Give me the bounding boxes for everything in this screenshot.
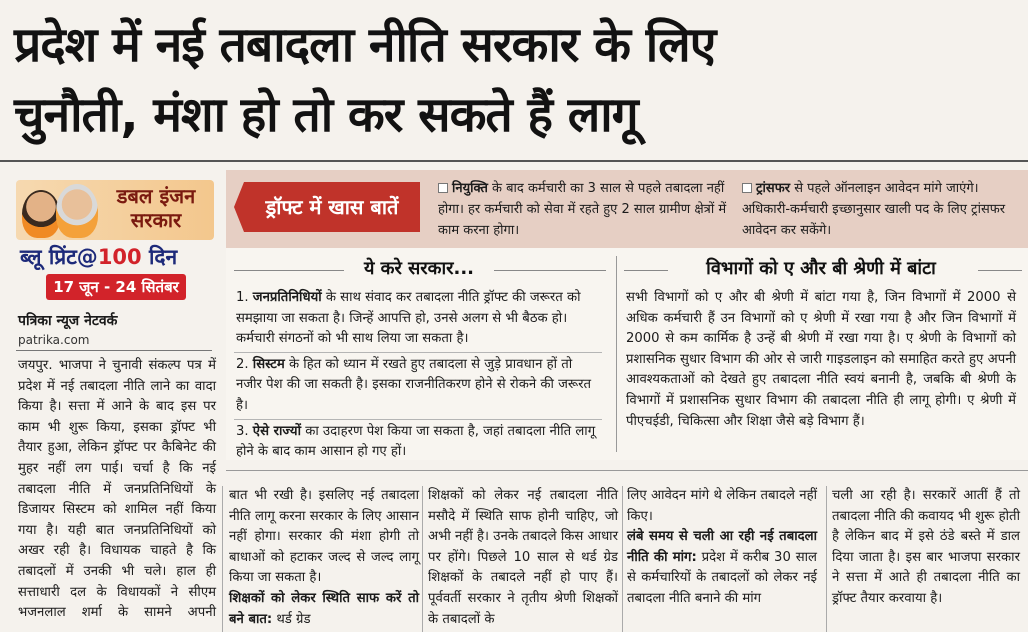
column-separator — [622, 486, 623, 632]
left-column-article — [18, 356, 216, 624]
article-column-5 — [832, 486, 1020, 610]
column-separator — [422, 486, 423, 632]
column-2-subhead: शिक्षकों को लेकर स्थिति साफ करें तो बने बात: — [229, 590, 419, 627]
badge-title — [102, 184, 210, 232]
box-header-band — [226, 170, 1028, 248]
highlight-2-text: से पहले ऑनलाइन आवेदन मांगे जाएंगे। अधिकारी-कर्मचारी इच्छानुसार खाली पद के लिए ट्रांसफर आवेदन कर सकेंगे। — [742, 181, 1006, 238]
blueprint-prefix: ब्लू प्रिंट@ — [20, 245, 98, 269]
highlight-2-bold: ट्रांसफर — [756, 181, 791, 196]
draft-highlights-box — [226, 170, 1028, 460]
byline: पत्रिका न्यूज नेटवर्क — [18, 313, 118, 329]
column-4-subhead: लंबे समय से चली आ रही नई तबादला नीति की मांग: — [627, 529, 817, 565]
box-tag: ड्रॉफ्ट में खास बातें — [244, 182, 420, 232]
double-engine-badge — [16, 180, 214, 304]
list-item — [234, 355, 602, 420]
box-divider — [616, 256, 617, 452]
square-bullet-icon — [742, 183, 752, 193]
blueprint-number: 100 — [97, 245, 142, 269]
article-column-2 — [229, 486, 419, 630]
headline-rule — [0, 160, 1028, 162]
highlight-1-bold: नियुक्ति — [452, 181, 488, 196]
item-number: 3. — [236, 423, 253, 439]
highlight-1-text: के बाद कर्मचारी का 3 साल से पहले तबादला नहीं होगा। हर कर्मचारी को सेवा में रहते हुए 2 साल ग्रामीण क्षेत्रों में काम करना होगा। — [438, 181, 727, 238]
category-paragraph: सभी विभागों को ए और बी श्रेणी में बांटा गया है, जिन विभागों में 2000 से अधिक कर्मचारी हैं उन विभागों को ए श्रेणी में रखा गया है और जिन विभागों में 2000 से कम कार्मिक है उन्हें बी श्रेणी में रखा गया है। ए श्रेणी के विभागों को प्रशासनिक सुधार विभाग की ओर से जारी गाइडलाइन को समाहित करते हुए अपनी आवश्यकताओं को देखते हुए तबादला नीति स्वयं बनानी है, जबकि बी श्रेणी के विभागों में प्रशासनिक सुधार विभाग की तबादला नीति ही लागू होगी। ए श्रेणी में पीएचईडी, चिकित्सा और शिक्षा जैसे बड़े विभाग हैं। — [626, 290, 1016, 429]
item-number: 2. — [236, 356, 253, 372]
byline-rule — [16, 350, 212, 351]
list-item — [234, 422, 602, 465]
blueprint-label — [16, 242, 214, 272]
badge-dates: 17 जून - 24 सितंबर — [46, 274, 186, 300]
item-text: का उदाहरण पेश किया जा सकता है, जहां तबादला नीति लागू होने के बाद काम आसान हो गए हों। — [236, 423, 596, 460]
left-column-text: जयपुर. भाजपा ने चुनावी संकल्प पत्र में प्रदेश में नई तबादला नीति लाने का वादा किया है। सत्ता में आने के बाद इस पर काम भी शुरू किया, इसका ड्रॉफ्ट भी तैयार हुआ, लेकिन ड्रॉफ्ट पर कैबिनेट की मुहर नहीं लग पाई। चर्चा है कि नई तबादला नीति में जनप्रतिनिधियों के डिजायर सिस्टम को शामिल नहीं किया गया है। यही बात जनप्रतिनिधियों को अखर रही है। विधायक चाहते है कि तबादलों में उनकी भी चले। हाल ही सत्ताधारी दल के विधायकों ने सीएम भजनलाल शर्मा के सामने अपनी — [18, 358, 216, 621]
item-bold: सिस्टम — [252, 356, 285, 372]
leader-portrait-1 — [22, 190, 60, 238]
highlight-point-2 — [742, 178, 1020, 241]
blueprint-suffix: दिन — [148, 245, 178, 269]
leader-portrait-2 — [56, 184, 98, 238]
article-column-3 — [428, 486, 618, 630]
badge-title-line-1: डबल इंजन — [116, 184, 196, 208]
square-bullet-icon — [438, 183, 448, 193]
item-text: के साथ संवाद कर तबादला नीति ड्रॉफ्ट की जरूरत को समझाया जा सकता है। जिन्हें आपत्ति हो, उनसे अलग से भी बैठक हो। कर्मचारी संगठनों को भी साथ लिया जा सकता है। — [236, 290, 581, 347]
article-column-4 — [627, 486, 817, 610]
badge-banner — [16, 180, 214, 240]
column-4-tail: प्रदेश में करीब 30 साल से कर्मचारियों के तबादलों को लेकर नई तबादला नीति बनाने की मांग — [627, 549, 817, 606]
source-site: patrika.com — [18, 333, 90, 347]
headline-line-1: प्रदेश में नई तबादला नीति सरकार के लिए — [14, 17, 716, 73]
box-bottom-rule — [226, 470, 1028, 471]
headline — [14, 10, 1014, 150]
column-5-text: चली आ रही है। सरकारें आतीं हैं तो तबादला नीति की कवायद भी शुरू होती है लेकिन बाद में इसे ठंडे बस्ते में डाल दिया जाता है। इस बार भाजपा सरकार ने सत्ता में आते ही तबादला नीति का ड्रॉफ्ट तैयार करवाया है। — [832, 488, 1020, 606]
column-4-text: लिए आवेदन मांगे थे लेकिन तबादले नहीं किए। — [627, 488, 817, 524]
left-subheading: ये करे सरकार... — [363, 258, 475, 279]
item-number: 1. — [236, 290, 253, 305]
column-separator — [222, 486, 223, 632]
list-item — [234, 288, 602, 353]
right-subheading: विभागों को ए और बी श्रेणी में बांटा — [706, 258, 936, 279]
leaders-photo-icon — [22, 184, 100, 238]
badge-title-line-2: सरकार — [130, 208, 182, 232]
column-separator — [826, 486, 827, 632]
item-text: के हित को ध्यान में रखते हुए तबादला से जुड़े प्रावधान हों तो नजीर पेश की जा सकती है। इसका राजनीतिकरण होने से रोकने की जरूरत है। — [236, 356, 592, 413]
highlight-point-1 — [438, 178, 728, 241]
suggestion-list — [234, 288, 602, 467]
item-bold: ऐसे राज्यों — [252, 423, 301, 439]
headline-line-2: चुनौती, मंशा हो तो कर सकते हैं लागू — [14, 87, 638, 143]
item-bold: जनप्रतिनिधियों — [252, 290, 322, 305]
column-2-tail: थर्ड ग्रेड — [272, 611, 311, 627]
column-2-text: बात भी रखी है। इसलिए नई तबादला नीति लागू करना सरकार के लिए आसान नहीं होगा। सरकार की मंशा होगी तो बाधाओं को हटाकर जल्द से जल्द लागू किया जा सकता है। — [229, 488, 419, 586]
column-3-text: शिक्षकों को लेकर नई तबादला नीति मसौदे में स्थिति साफ होनी चाहिए, जो अभी नहीं है। उनके तबादले किस आधार पर होंगे। पिछले 10 साल से थर्ड ग्रेड शिक्षकों के तबादले नहीं हो पाए हैं। पूर्ववर्ती सरकार ने तृतीय श्रेणी शिक्षकों के तबादलों के — [428, 488, 618, 627]
